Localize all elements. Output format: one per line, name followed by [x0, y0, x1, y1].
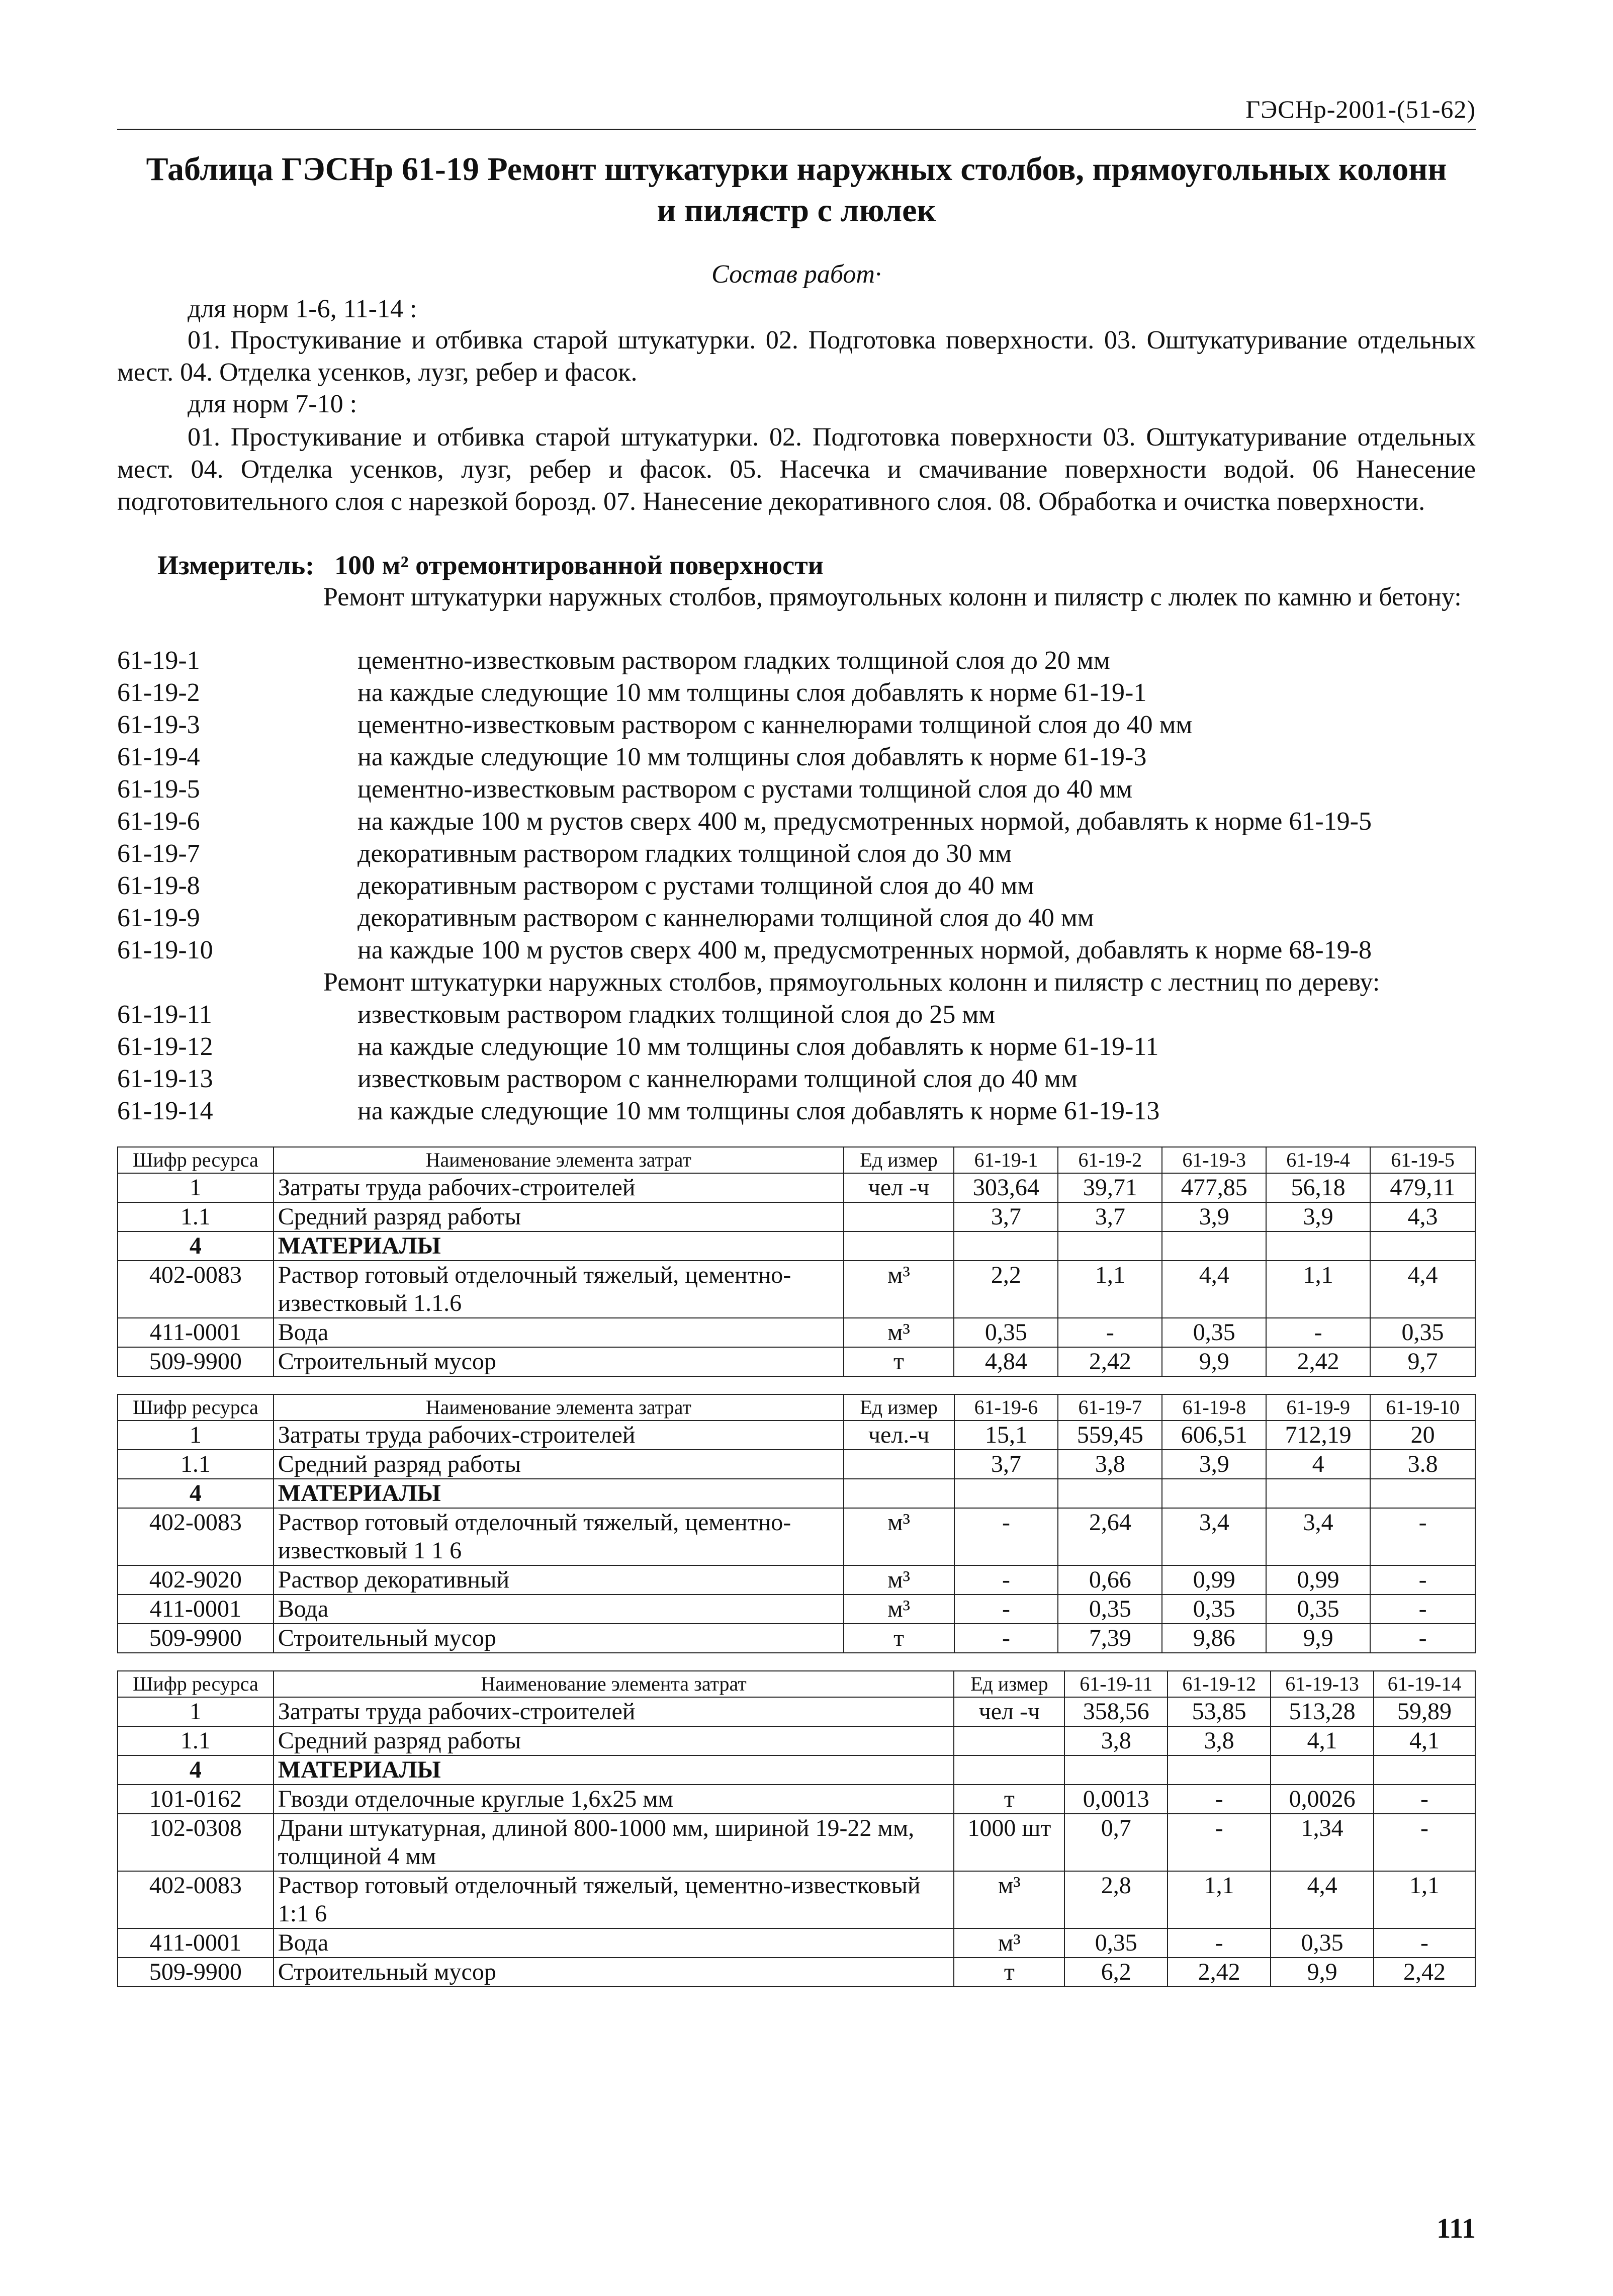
norm-row [117, 902, 1476, 934]
group1-text: 01. Простукивание и отбивка старой штукатурки. 02. Подготовка поверхности. 03. Оштукатуривание отдельных мест. 04. Отделка усенков, лузг, ребер и фасок. [117, 326, 1476, 387]
resource-code: 101-0162 [118, 1785, 274, 1814]
cost-element-name: Средний разряд работы [274, 1726, 954, 1755]
norm-description: на каждые 100 м рустов сверх 400 м, предусмотренных нормой, добавлять к норме 68-19-8 [357, 936, 1372, 964]
norm-code: 61-19-1 [117, 646, 200, 675]
table-row [118, 1231, 1475, 1261]
cost-element-name: Средний разряд работы [274, 1450, 844, 1479]
resource-code: 402-9020 [118, 1565, 274, 1595]
cost-element-name: Вода [274, 1595, 844, 1624]
unit [844, 1479, 954, 1508]
cost-element-name: Раствор готовый отделочный тяжелый, цементно-известковый 1:1 6 [274, 1871, 954, 1928]
table-row [118, 1697, 1475, 1726]
title-line-2: и пилястр с люлек [657, 192, 936, 229]
unit: м³ [954, 1871, 1064, 1928]
unit [844, 1231, 954, 1261]
norm-value: 4,1 [1271, 1726, 1374, 1755]
norm-list [117, 645, 1476, 1127]
column-header: Шифр ресурса [118, 1147, 274, 1173]
column-header: 61-19-12 [1168, 1671, 1271, 1697]
column-header: 61-19-14 [1374, 1671, 1475, 1697]
unit [844, 1450, 954, 1479]
table-header-row [118, 1671, 1475, 1697]
cost-element-name: Раствор готовый отделочный тяжелый, цементно-известковый 1 1 6 [274, 1508, 844, 1565]
norm-value: - [1370, 1595, 1475, 1624]
norm-value: 2,8 [1064, 1871, 1168, 1928]
resource-code: 402-0083 [118, 1871, 274, 1928]
norm-row [117, 709, 1476, 741]
column-header: 61-19-10 [1370, 1394, 1475, 1421]
cost-element-name: Вода [274, 1928, 954, 1958]
norm-code: 61-19-3 [117, 711, 200, 739]
table-header-row [118, 1394, 1475, 1421]
norm-code: 61-19-4 [117, 743, 200, 771]
table-row [118, 1421, 1475, 1450]
norm-value: 2,42 [1058, 1347, 1162, 1376]
unit: т [954, 1958, 1064, 1987]
norm-value: 9,9 [1162, 1347, 1266, 1376]
norm-value: 3,7 [954, 1202, 1058, 1231]
column-header: Ед измер [954, 1671, 1064, 1697]
norm-value [1271, 1755, 1374, 1785]
table-title [117, 149, 1476, 231]
norm-value: 0,7 [1064, 1814, 1168, 1871]
norm-code: 61-19-11 [117, 1000, 212, 1029]
norm-value: 2,42 [1168, 1958, 1271, 1987]
unit: т [954, 1785, 1064, 1814]
resource-code: 411-0001 [118, 1318, 274, 1347]
norm-value: 4,84 [954, 1347, 1058, 1376]
group-b-heading [117, 966, 1476, 999]
norm-value: 3,8 [1064, 1726, 1168, 1755]
resource-table-3 [117, 1670, 1476, 1987]
cost-element-name: Гвозди отделочные круглые 1,6x25 мм [274, 1785, 954, 1814]
norm-value: 0,99 [1162, 1565, 1266, 1595]
resource-code: 509-9900 [118, 1958, 274, 1987]
norm-description: цементно-известковым раствором с рустами толщиной слоя до 40 мм [357, 775, 1133, 804]
norm-code: 61-19-10 [117, 936, 213, 964]
norm-description: на каждые следующие 10 мм толщины слоя добавлять к норме 61-19-3 [357, 743, 1147, 771]
norm-value: 0,35 [1266, 1595, 1370, 1624]
page-number: 111 [1437, 2213, 1476, 2244]
table-row [118, 1785, 1475, 1814]
norm-code: 61-19-7 [117, 839, 200, 868]
norm-value: 712,19 [1266, 1421, 1370, 1450]
norm-value: 9,86 [1162, 1624, 1266, 1653]
norm-value: 1,34 [1271, 1814, 1374, 1871]
cost-element-name: Раствор готовый отделочный тяжелый, цементно-известковый 1.1.6 [274, 1261, 844, 1318]
unit [844, 1202, 954, 1231]
norm-value: 0,35 [1058, 1595, 1162, 1624]
resource-code: 411-0001 [118, 1928, 274, 1958]
norm-value: - [1266, 1318, 1370, 1347]
norm-value: - [954, 1624, 1058, 1653]
norm-value: - [954, 1508, 1058, 1565]
norm-description: на каждые следующие 10 мм толщины слоя добавлять к норме 61-19-11 [357, 1032, 1159, 1061]
norm-value: 303,64 [954, 1173, 1058, 1202]
resource-code: 4 [118, 1231, 274, 1261]
resource-code: 4 [118, 1755, 274, 1785]
resource-code: 411-0001 [118, 1595, 274, 1624]
norm-value: 2,64 [1058, 1508, 1162, 1565]
resource-code: 1 [118, 1697, 274, 1726]
norm-code: 61-19-2 [117, 678, 200, 707]
unit [954, 1726, 1064, 1755]
cost-element-name: Строительный мусор [274, 1958, 954, 1987]
column-header: Шифр ресурса [118, 1394, 274, 1421]
norm-value: 9,9 [1266, 1624, 1370, 1653]
resource-code: 1.1 [118, 1726, 274, 1755]
resource-code: 1.1 [118, 1450, 274, 1479]
norm-value: - [1370, 1508, 1475, 1565]
column-header: 61-19-3 [1162, 1147, 1266, 1173]
unit: м³ [844, 1508, 954, 1565]
column-header: Наименование элемента затрат [274, 1671, 954, 1697]
resource-code: 509-9900 [118, 1624, 274, 1653]
norm-description: на каждые 100 м рустов сверх 400 м, предусмотренных нормой, добавлять к норме 61-19-5 [357, 807, 1372, 836]
norm-value: 0,0026 [1271, 1785, 1374, 1814]
norm-value: - [1374, 1785, 1475, 1814]
norm-value: 1,1 [1374, 1871, 1475, 1928]
norm-description: декоративным раствором гладких толщиной слоя до 30 мм [357, 839, 1012, 868]
unit: м³ [844, 1261, 954, 1318]
column-header: Ед измер [844, 1394, 954, 1421]
norm-value: 20 [1370, 1421, 1475, 1450]
norm-row [117, 999, 1476, 1031]
unit: т [844, 1347, 954, 1376]
norm-value: 7,39 [1058, 1624, 1162, 1653]
column-header: 61-19-13 [1271, 1671, 1374, 1697]
norm-code: 61-19-6 [117, 807, 200, 836]
unit: м³ [954, 1928, 1064, 1958]
cost-element-name: МАТЕРИАЛЫ [274, 1479, 844, 1508]
norm-value [954, 1231, 1058, 1261]
norm-value: 1,1 [1168, 1871, 1271, 1928]
column-header: 61-19-8 [1162, 1394, 1266, 1421]
column-header: 61-19-7 [1058, 1394, 1162, 1421]
norm-value: - [1374, 1928, 1475, 1958]
norm-value [1266, 1479, 1370, 1508]
norm-value: 4 [1266, 1450, 1370, 1479]
column-header: 61-19-11 [1064, 1671, 1168, 1697]
table-row [118, 1624, 1475, 1653]
norm-value [1162, 1479, 1266, 1508]
norm-value: 4,1 [1374, 1726, 1475, 1755]
norm-row [117, 1063, 1476, 1095]
unit: т [844, 1624, 954, 1653]
column-header: 61-19-9 [1266, 1394, 1370, 1421]
norm-value: 358,56 [1064, 1697, 1168, 1726]
norm-value [1168, 1755, 1271, 1785]
table-row [118, 1814, 1475, 1871]
unit [954, 1755, 1064, 1785]
norm-value: - [1058, 1318, 1162, 1347]
table-row [118, 1173, 1475, 1202]
table-row [118, 1347, 1475, 1376]
norm-value: 559,45 [1058, 1421, 1162, 1450]
norm-value: 3.8 [1370, 1450, 1475, 1479]
work-composition-heading: Состав работ· [711, 260, 881, 289]
norm-value: 0,66 [1058, 1565, 1162, 1595]
norm-value: 4,3 [1370, 1202, 1475, 1231]
resource-code: 102-0308 [118, 1814, 274, 1871]
doc-code: ГЭСНр-2001-(51-62) [1245, 95, 1476, 123]
norm-value: 0,35 [1162, 1318, 1266, 1347]
norm-value [1064, 1755, 1168, 1785]
norm-value [954, 1479, 1058, 1508]
norm-row [117, 645, 1476, 677]
resource-code: 1 [118, 1173, 274, 1202]
norm-value: - [1374, 1814, 1475, 1871]
norm-value: 3,9 [1266, 1202, 1370, 1231]
norm-description: декоративным раствором с рустами толщиной слоя до 40 мм [357, 871, 1034, 900]
norm-value: 4,4 [1271, 1871, 1374, 1928]
norm-value: 513,28 [1271, 1697, 1374, 1726]
norm-value: 2,2 [954, 1261, 1058, 1318]
norm-value: 2,42 [1374, 1958, 1475, 1987]
norm-value: 3,7 [1058, 1202, 1162, 1231]
norm-value [1374, 1755, 1475, 1785]
norm-value: - [1168, 1928, 1271, 1958]
group1-label: для норм 1-6, 11-14 : [188, 295, 417, 323]
norm-value: - [1168, 1814, 1271, 1871]
norm-value: - [954, 1595, 1058, 1624]
resource-code: 1.1 [118, 1202, 274, 1231]
norm-value: 0,0013 [1064, 1785, 1168, 1814]
norm-row [117, 870, 1476, 902]
norm-value: 606,51 [1162, 1421, 1266, 1450]
norm-description: декоративным раствором с каннелюрами толщиной слоя до 40 мм [357, 904, 1094, 932]
norm-description: на каждые следующие 10 мм толщины слоя добавлять к норме 61-19-13 [357, 1097, 1160, 1125]
norm-row [117, 773, 1476, 806]
group-a-heading: Ремонт штукатурки наружных столбов, прямоугольных колонн и пилястр с люлек по камню и бетону: [323, 583, 1462, 611]
norm-code: 61-19-9 [117, 904, 200, 932]
norm-value [1058, 1231, 1162, 1261]
cost-element-name: Затраты труда рабочих-строителей [274, 1421, 844, 1450]
norm-description: известковым раствором гладких толщиной слоя до 25 мм [357, 1000, 996, 1029]
norm-row [117, 934, 1476, 966]
cost-element-name: Строительный мусор [274, 1347, 844, 1376]
measure-label: Измеритель: [157, 550, 315, 580]
table-row [118, 1595, 1475, 1624]
norm-value: 0,35 [1370, 1318, 1475, 1347]
norm-value [1162, 1231, 1266, 1261]
norm-value [1370, 1479, 1475, 1508]
table-row [118, 1202, 1475, 1231]
unit: чел -ч [954, 1697, 1064, 1726]
table-row [118, 1450, 1475, 1479]
column-header: Шифр ресурса [118, 1671, 274, 1697]
table-row [118, 1318, 1475, 1347]
group2-text: 01. Простукивание и отбивка старой штукатурки. 02. Подготовка поверхности 03. Оштукатуривание отдельных мест. 04. Отделка усенков, лузг, ребер и фасок. 05. Насечка и смачивание поверхности водой. 06 Нанесение подготовительного слоя с нарезкой борозд. 07. Нанесение декоративного слоя. 08. Обработка и очистка поверхности. [117, 423, 1476, 516]
norm-code: 61-19-5 [117, 775, 200, 804]
norm-value: 0,35 [1064, 1928, 1168, 1958]
table-row [118, 1479, 1475, 1508]
unit: м³ [844, 1318, 954, 1347]
title-line-1: Таблица ГЭСНр 61-19 Ремонт штукатурки наружных столбов, прямоугольных колонн [146, 151, 1447, 188]
column-header: 61-19-1 [954, 1147, 1058, 1173]
norm-value [1058, 1479, 1162, 1508]
table-row [118, 1508, 1475, 1565]
resource-table-2 [117, 1394, 1476, 1653]
table-row [118, 1755, 1475, 1785]
resource-code: 509-9900 [118, 1347, 274, 1376]
norm-value: 0,35 [1162, 1595, 1266, 1624]
resource-code: 402-0083 [118, 1508, 274, 1565]
norm-value: 3,4 [1162, 1508, 1266, 1565]
norm-description: цементно-известковым раствором с каннелюрами толщиной слоя до 40 мм [357, 711, 1193, 739]
column-header: 61-19-6 [954, 1394, 1058, 1421]
norm-value: 9,9 [1271, 1958, 1374, 1987]
resource-table-1 [117, 1146, 1476, 1377]
column-header: 61-19-2 [1058, 1147, 1162, 1173]
norm-value: 1,1 [1058, 1261, 1162, 1318]
cost-element-name: МАТЕРИАЛЫ [274, 1231, 844, 1261]
norm-value: - [1370, 1624, 1475, 1653]
unit: м³ [844, 1565, 954, 1595]
norm-value: 56,18 [1266, 1173, 1370, 1202]
norm-description: известковым раствором с каннелюрами толщиной слоя до 40 мм [357, 1065, 1078, 1093]
column-header: Наименование элемента затрат [274, 1147, 844, 1173]
norm-row [117, 838, 1476, 870]
cost-element-name: Раствор декоративный [274, 1565, 844, 1595]
norm-value: - [1370, 1565, 1475, 1595]
norm-value: 3,9 [1162, 1202, 1266, 1231]
norm-value: 53,85 [1168, 1697, 1271, 1726]
norm-value: 6,2 [1064, 1958, 1168, 1987]
column-header: Наименование элемента затрат [274, 1394, 844, 1421]
column-header: 61-19-4 [1266, 1147, 1370, 1173]
norm-value: - [954, 1565, 1058, 1595]
norm-value: 3,8 [1058, 1450, 1162, 1479]
norm-value: 9,7 [1370, 1347, 1475, 1376]
cost-element-name: Затраты труда рабочих-строителей [274, 1173, 844, 1202]
norm-value: 477,85 [1162, 1173, 1266, 1202]
measure-value: 100 м² отремонтированной поверхности [334, 550, 824, 580]
norm-row [117, 741, 1476, 773]
group-b-text: Ремонт штукатурки наружных столбов, прямоугольных колонн и пилястр с лестниц по дереву: [323, 968, 1380, 997]
table-row [118, 1261, 1475, 1318]
norm-code: 61-19-13 [117, 1065, 213, 1093]
norm-row [117, 1095, 1476, 1127]
table-row [118, 1928, 1475, 1958]
norm-code: 61-19-14 [117, 1097, 213, 1125]
table-row [118, 1871, 1475, 1928]
cost-element-name: Драни штукатурная, длиной 800-1000 мм, шириной 19-22 мм, толщиной 4 мм [274, 1814, 954, 1871]
table-header-row [118, 1147, 1475, 1173]
cost-element-name: Вода [274, 1318, 844, 1347]
header-rule [117, 129, 1476, 130]
norm-value [1370, 1231, 1475, 1261]
cost-element-name: МАТЕРИАЛЫ [274, 1755, 954, 1785]
unit: чел -ч [844, 1173, 954, 1202]
norm-code: 61-19-8 [117, 871, 200, 900]
table-row [118, 1958, 1475, 1987]
unit: 1000 шт [954, 1814, 1064, 1871]
column-header: 61-19-5 [1370, 1147, 1475, 1173]
norm-value: 3,9 [1162, 1450, 1266, 1479]
norm-code: 61-19-12 [117, 1032, 213, 1061]
resource-code: 402-0083 [118, 1261, 274, 1318]
measure-unit [157, 550, 824, 581]
norm-description: на каждые следующие 10 мм толщины слоя добавлять к норме 61-19-1 [357, 678, 1147, 707]
norm-value: 0,99 [1266, 1565, 1370, 1595]
norm-value: 59,89 [1374, 1697, 1475, 1726]
cost-element-name: Затраты труда рабочих-строителей [274, 1697, 954, 1726]
norm-value: 0,35 [954, 1318, 1058, 1347]
norm-value: 479,11 [1370, 1173, 1475, 1202]
cost-element-name: Средний разряд работы [274, 1202, 844, 1231]
group2-label: для норм 7-10 : [188, 390, 357, 418]
norm-value: - [1168, 1785, 1271, 1814]
norm-value: 4,4 [1162, 1261, 1266, 1318]
unit: м³ [844, 1595, 954, 1624]
table-row [118, 1565, 1475, 1595]
norm-description: цементно-известковым раствором гладких толщиной слоя до 20 мм [357, 646, 1110, 675]
norm-value: 4,4 [1370, 1261, 1475, 1318]
cost-element-name: Строительный мусор [274, 1624, 844, 1653]
norm-value: 2,42 [1266, 1347, 1370, 1376]
unit: чел.-ч [844, 1421, 954, 1450]
norm-value: 3,8 [1168, 1726, 1271, 1755]
norm-value: 39,71 [1058, 1173, 1162, 1202]
resource-code: 1 [118, 1421, 274, 1450]
norm-row [117, 677, 1476, 709]
norm-row [117, 1031, 1476, 1063]
norm-value: 0,35 [1271, 1928, 1374, 1958]
norm-row [117, 806, 1476, 838]
norm-value: 1,1 [1266, 1261, 1370, 1318]
column-header: Ед измер [844, 1147, 954, 1173]
norm-value: 3,7 [954, 1450, 1058, 1479]
norm-value [1266, 1231, 1370, 1261]
table-row [118, 1726, 1475, 1755]
norm-value: 15,1 [954, 1421, 1058, 1450]
norm-value: 3,4 [1266, 1508, 1370, 1565]
resource-code: 4 [118, 1479, 274, 1508]
